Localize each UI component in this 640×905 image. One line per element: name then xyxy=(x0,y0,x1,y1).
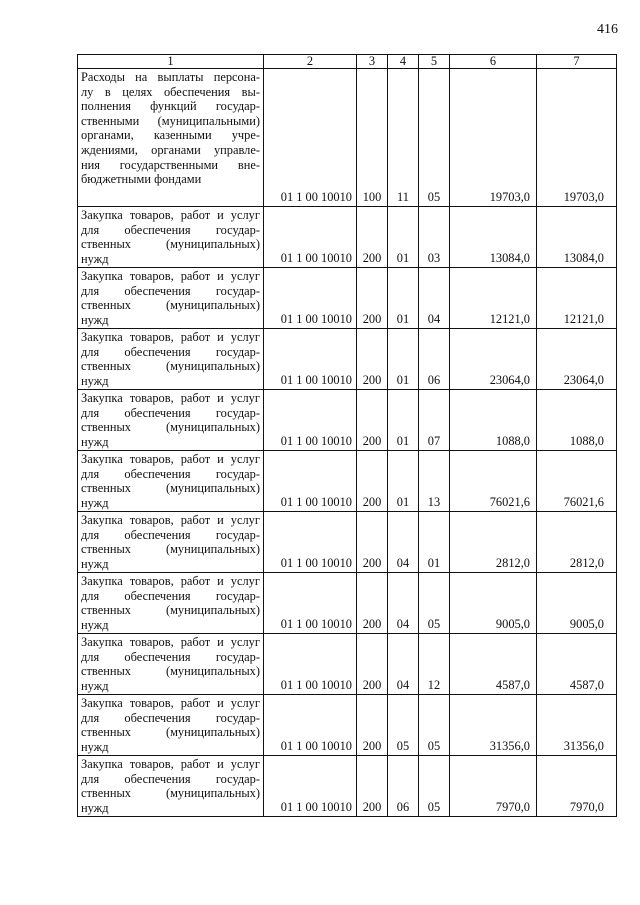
description-word: работ xyxy=(180,452,211,466)
amount-cell-6: 23064,0 xyxy=(450,329,537,390)
description-line xyxy=(81,237,260,252)
description-line xyxy=(81,158,260,173)
table-row xyxy=(78,390,617,451)
description-line: нужд xyxy=(81,800,109,815)
description-word: ственных xyxy=(81,664,131,679)
subsection-cell: 05 xyxy=(419,756,450,817)
description-word: ния xyxy=(81,157,100,172)
description-word: товаров, xyxy=(129,452,174,466)
description-word: и xyxy=(217,269,224,283)
description-word: и xyxy=(217,696,224,710)
description-word: Закупка xyxy=(81,452,123,466)
description-word: работ xyxy=(180,330,211,344)
table-row xyxy=(78,695,617,756)
description-word: услуг xyxy=(230,513,260,527)
description-word: (муниципальных) xyxy=(165,664,260,679)
description-line: нужд xyxy=(81,434,109,449)
table-row xyxy=(78,69,617,207)
section-cell: 04 xyxy=(388,634,419,695)
description-word: и xyxy=(217,513,224,527)
description-word: учре- xyxy=(231,128,260,143)
table-row xyxy=(78,756,617,817)
description-word: обеспечения xyxy=(163,84,231,99)
description-word: обеспечения xyxy=(124,466,191,481)
description-word: органами xyxy=(151,142,201,157)
description-word: государ- xyxy=(215,405,260,420)
subsection-cell: 12 xyxy=(419,634,450,695)
description-word: (муниципальных) xyxy=(165,298,260,313)
description-word: Закупка xyxy=(81,757,123,771)
amount-cell-6: 2812,0 xyxy=(450,512,537,573)
subsection-cell: 04 xyxy=(419,268,450,329)
amount-cell-6: 76021,6 xyxy=(450,451,537,512)
description-line xyxy=(81,757,260,772)
description-line xyxy=(81,85,260,100)
description-word: выплаты xyxy=(157,70,204,84)
expense-type-cell: 200 xyxy=(357,268,388,329)
description-word: вы- xyxy=(241,84,260,99)
subsection-cell: 05 xyxy=(419,695,450,756)
description-line xyxy=(81,330,260,345)
description-word: услуг xyxy=(230,574,260,588)
description-word: ственных xyxy=(81,420,131,435)
description-cell xyxy=(78,634,264,695)
table-row xyxy=(78,268,617,329)
description-cell xyxy=(78,573,264,634)
description-line: нужд xyxy=(81,495,109,510)
description-word: обеспечения xyxy=(124,405,191,420)
description-line xyxy=(81,406,260,421)
description-word: ственных xyxy=(81,725,131,740)
description-word: товаров, xyxy=(129,269,174,283)
table-header-row xyxy=(78,55,617,69)
description-word: управле- xyxy=(213,142,260,157)
description-word: вне- xyxy=(237,157,260,172)
description-word: и xyxy=(217,757,224,771)
description-line xyxy=(81,574,260,589)
description-word: (муниципальными) xyxy=(157,113,260,128)
expense-type-cell: 200 xyxy=(357,329,388,390)
description-line xyxy=(81,589,260,604)
description-cell xyxy=(78,69,264,207)
amount-cell-7: 76021,6 xyxy=(537,451,617,512)
description-word: Закупка xyxy=(81,635,123,649)
amount-cell-7: 13084,0 xyxy=(537,207,617,268)
description-word: для xyxy=(81,771,100,786)
description-word: и xyxy=(217,330,224,344)
description-line xyxy=(81,603,260,618)
description-line xyxy=(81,99,260,114)
description-word: для xyxy=(81,527,100,542)
subsection-cell: 03 xyxy=(419,207,450,268)
description-word: работ xyxy=(180,635,211,649)
description-cell xyxy=(78,512,264,573)
description-word: услуг xyxy=(230,391,260,405)
description-word: государ- xyxy=(215,527,260,542)
section-cell: 11 xyxy=(388,69,419,207)
description-word: ственными xyxy=(81,113,140,128)
amount-cell-7: 12121,0 xyxy=(537,268,617,329)
description-word: и xyxy=(217,452,224,466)
description-cell xyxy=(78,390,264,451)
expense-type-cell: 200 xyxy=(357,573,388,634)
amount-cell-7: 2812,0 xyxy=(537,512,617,573)
description-word: и xyxy=(217,208,224,222)
description-line: нужд xyxy=(81,373,109,388)
description-word: товаров, xyxy=(129,635,174,649)
description-word: товаров, xyxy=(129,391,174,405)
description-word: ждениями, xyxy=(81,142,138,157)
description-word: услуг xyxy=(230,330,260,344)
description-word: полнения xyxy=(81,99,131,114)
description-word: для xyxy=(81,283,100,298)
section-cell: 06 xyxy=(388,756,419,817)
target-code-cell: 01 1 00 10010 xyxy=(264,634,357,695)
expense-type-cell: 200 xyxy=(357,207,388,268)
table-row xyxy=(78,634,617,695)
table-row xyxy=(78,329,617,390)
description-word: для xyxy=(81,710,100,725)
section-cell: 01 xyxy=(388,268,419,329)
description-line: нужд xyxy=(81,739,109,754)
description-word: (муниципальных) xyxy=(165,420,260,435)
budget-table xyxy=(77,54,617,817)
description-word: Закупка xyxy=(81,513,123,527)
description-word: на xyxy=(135,70,148,84)
description-word: товаров, xyxy=(129,208,174,222)
target-code-cell: 01 1 00 10010 xyxy=(264,756,357,817)
description-line: нужд xyxy=(81,556,109,571)
subsection-cell: 06 xyxy=(419,329,450,390)
description-line xyxy=(81,70,260,85)
description-line xyxy=(81,452,260,467)
description-line xyxy=(81,542,260,557)
target-code-cell: 01 1 00 10010 xyxy=(264,695,357,756)
section-cell: 04 xyxy=(388,573,419,634)
description-word: государ- xyxy=(215,466,260,481)
description-word: работ xyxy=(180,757,211,771)
description-word: услуг xyxy=(230,635,260,649)
description-word: для xyxy=(81,344,100,359)
description-line xyxy=(81,143,260,158)
description-word: обеспечения xyxy=(124,649,191,664)
description-line: бюджетными фондами xyxy=(81,172,202,187)
description-word: для xyxy=(81,649,100,664)
description-line xyxy=(81,696,260,711)
description-word: работ xyxy=(180,574,211,588)
description-line xyxy=(81,786,260,801)
description-word: товаров, xyxy=(129,757,174,771)
description-word: для xyxy=(81,588,100,603)
description-word: Закупка xyxy=(81,269,123,283)
description-word: в xyxy=(104,84,111,99)
description-word: Расходы xyxy=(81,70,125,84)
header-cell-2: 2 xyxy=(264,55,357,69)
section-cell: 01 xyxy=(388,451,419,512)
description-line xyxy=(81,664,260,679)
description-line: нужд xyxy=(81,251,109,266)
description-word: государ- xyxy=(215,588,260,603)
description-line xyxy=(81,481,260,496)
table-row xyxy=(78,573,617,634)
description-word: персона- xyxy=(213,70,260,84)
table-row xyxy=(78,512,617,573)
description-line xyxy=(81,420,260,435)
description-word: товаров, xyxy=(129,574,174,588)
description-cell xyxy=(78,695,264,756)
amount-cell-7: 9005,0 xyxy=(537,573,617,634)
description-line: нужд xyxy=(81,678,109,693)
expense-type-cell: 200 xyxy=(357,512,388,573)
target-code-cell: 01 1 00 10010 xyxy=(264,268,357,329)
description-word: ственных xyxy=(81,298,131,313)
description-cell xyxy=(78,268,264,329)
amount-cell-7: 1088,0 xyxy=(537,390,617,451)
target-code-cell: 01 1 00 10010 xyxy=(264,207,357,268)
description-word: ственных xyxy=(81,481,131,496)
description-line xyxy=(81,114,260,129)
description-word: для xyxy=(81,405,100,420)
subsection-cell: 05 xyxy=(419,573,450,634)
description-word: услуг xyxy=(230,757,260,771)
description-cell xyxy=(78,756,264,817)
amount-cell-7: 4587,0 xyxy=(537,634,617,695)
description-word: (муниципальных) xyxy=(165,237,260,252)
amount-cell-7: 7970,0 xyxy=(537,756,617,817)
description-word: Закупка xyxy=(81,574,123,588)
section-cell: 01 xyxy=(388,390,419,451)
header-cell-5: 5 xyxy=(419,55,450,69)
expense-type-cell: 200 xyxy=(357,695,388,756)
description-word: услуг xyxy=(230,269,260,283)
description-word: государ- xyxy=(215,344,260,359)
amount-cell-7: 19703,0 xyxy=(537,69,617,207)
description-word: государственными xyxy=(119,157,219,172)
subsection-cell: 13 xyxy=(419,451,450,512)
description-word: Закупка xyxy=(81,208,123,222)
description-word: обеспечения xyxy=(124,771,191,786)
page-number: 416 xyxy=(597,22,618,37)
description-word: (муниципальных) xyxy=(165,542,260,557)
description-line xyxy=(81,650,260,665)
description-line xyxy=(81,528,260,543)
description-line xyxy=(81,467,260,482)
description-word: товаров, xyxy=(129,696,174,710)
description-word: целях xyxy=(122,84,153,99)
description-word: функций xyxy=(150,99,197,114)
amount-cell-7: 23064,0 xyxy=(537,329,617,390)
description-line xyxy=(81,345,260,360)
description-word: казенными xyxy=(153,128,212,143)
description-word: ственных xyxy=(81,237,131,252)
description-word: работ xyxy=(180,208,211,222)
description-line xyxy=(81,772,260,787)
subsection-cell: 01 xyxy=(419,512,450,573)
description-word: (муниципальных) xyxy=(165,786,260,801)
description-word: (муниципальных) xyxy=(165,725,260,740)
description-word: обеспечения xyxy=(124,527,191,542)
description-cell xyxy=(78,207,264,268)
description-word: для xyxy=(81,466,100,481)
amount-cell-6: 1088,0 xyxy=(450,390,537,451)
amount-cell-6: 9005,0 xyxy=(450,573,537,634)
description-word: услуг xyxy=(230,208,260,222)
description-word: (муниципальных) xyxy=(165,481,260,496)
header-cell-3: 3 xyxy=(357,55,388,69)
header-cell-1: 1 xyxy=(78,55,264,69)
subsection-cell: 07 xyxy=(419,390,450,451)
description-word: государ- xyxy=(215,99,260,114)
description-word: обеспечения xyxy=(124,344,191,359)
description-cell xyxy=(78,329,264,390)
description-word: органами, xyxy=(81,128,134,143)
target-code-cell: 01 1 00 10010 xyxy=(264,573,357,634)
description-line xyxy=(81,711,260,726)
amount-cell-6: 13084,0 xyxy=(450,207,537,268)
description-word: государ- xyxy=(215,771,260,786)
description-word: ственных xyxy=(81,603,131,618)
header-cell-4: 4 xyxy=(388,55,419,69)
description-word: обеспечения xyxy=(124,710,191,725)
description-word: (муниципальных) xyxy=(165,603,260,618)
subsection-cell: 05 xyxy=(419,69,450,207)
amount-cell-6: 31356,0 xyxy=(450,695,537,756)
description-line: нужд xyxy=(81,617,109,632)
description-word: Закупка xyxy=(81,330,123,344)
description-cell xyxy=(78,451,264,512)
description-word: государ- xyxy=(215,710,260,725)
description-word: и xyxy=(217,391,224,405)
description-word: государ- xyxy=(215,222,260,237)
description-word: работ xyxy=(180,391,211,405)
description-word: ственных xyxy=(81,542,131,557)
description-word: услуг xyxy=(230,452,260,466)
target-code-cell: 01 1 00 10010 xyxy=(264,451,357,512)
description-line xyxy=(81,284,260,299)
description-word: Закупка xyxy=(81,391,123,405)
header-cell-7: 7 xyxy=(537,55,617,69)
description-word: и xyxy=(217,635,224,649)
description-word: ственных xyxy=(81,786,131,801)
description-line xyxy=(81,269,260,284)
description-word: работ xyxy=(180,513,211,527)
amount-cell-6: 4587,0 xyxy=(450,634,537,695)
description-word: обеспечения xyxy=(124,588,191,603)
amount-cell-6: 12121,0 xyxy=(450,268,537,329)
description-word: обеспечения xyxy=(124,222,191,237)
description-word: лу xyxy=(81,84,94,99)
description-line xyxy=(81,223,260,238)
description-line xyxy=(81,391,260,406)
amount-cell-7: 31356,0 xyxy=(537,695,617,756)
description-word: государ- xyxy=(215,283,260,298)
section-cell: 05 xyxy=(388,695,419,756)
description-line xyxy=(81,208,260,223)
description-line xyxy=(81,128,260,143)
description-word: Закупка xyxy=(81,696,123,710)
description-word: товаров, xyxy=(129,513,174,527)
expense-type-cell: 200 xyxy=(357,634,388,695)
description-line: нужд xyxy=(81,312,109,327)
section-cell: 01 xyxy=(388,329,419,390)
description-word: работ xyxy=(180,696,211,710)
target-code-cell: 01 1 00 10010 xyxy=(264,390,357,451)
header-cell-6: 6 xyxy=(450,55,537,69)
description-word: товаров, xyxy=(129,330,174,344)
description-word: услуг xyxy=(230,696,260,710)
target-code-cell: 01 1 00 10010 xyxy=(264,329,357,390)
expense-type-cell: 200 xyxy=(357,390,388,451)
expense-type-cell: 100 xyxy=(357,69,388,207)
expense-type-cell: 200 xyxy=(357,756,388,817)
description-line xyxy=(81,298,260,313)
description-word: (муниципальных) xyxy=(165,359,260,374)
amount-cell-6: 19703,0 xyxy=(450,69,537,207)
section-cell: 04 xyxy=(388,512,419,573)
description-line xyxy=(81,359,260,374)
description-word: обеспечения xyxy=(124,283,191,298)
expense-type-cell: 200 xyxy=(357,451,388,512)
target-code-cell: 01 1 00 10010 xyxy=(264,512,357,573)
description-word: ственных xyxy=(81,359,131,374)
section-cell: 01 xyxy=(388,207,419,268)
amount-cell-6: 7970,0 xyxy=(450,756,537,817)
description-word: государ- xyxy=(215,649,260,664)
description-word: работ xyxy=(180,269,211,283)
description-line xyxy=(81,635,260,650)
description-word: и xyxy=(217,574,224,588)
target-code-cell: 01 1 00 10010 xyxy=(264,69,357,207)
description-line xyxy=(81,725,260,740)
table-row xyxy=(78,451,617,512)
description-line xyxy=(81,513,260,528)
table-body xyxy=(78,55,617,817)
table-row xyxy=(78,207,617,268)
description-word: для xyxy=(81,222,100,237)
